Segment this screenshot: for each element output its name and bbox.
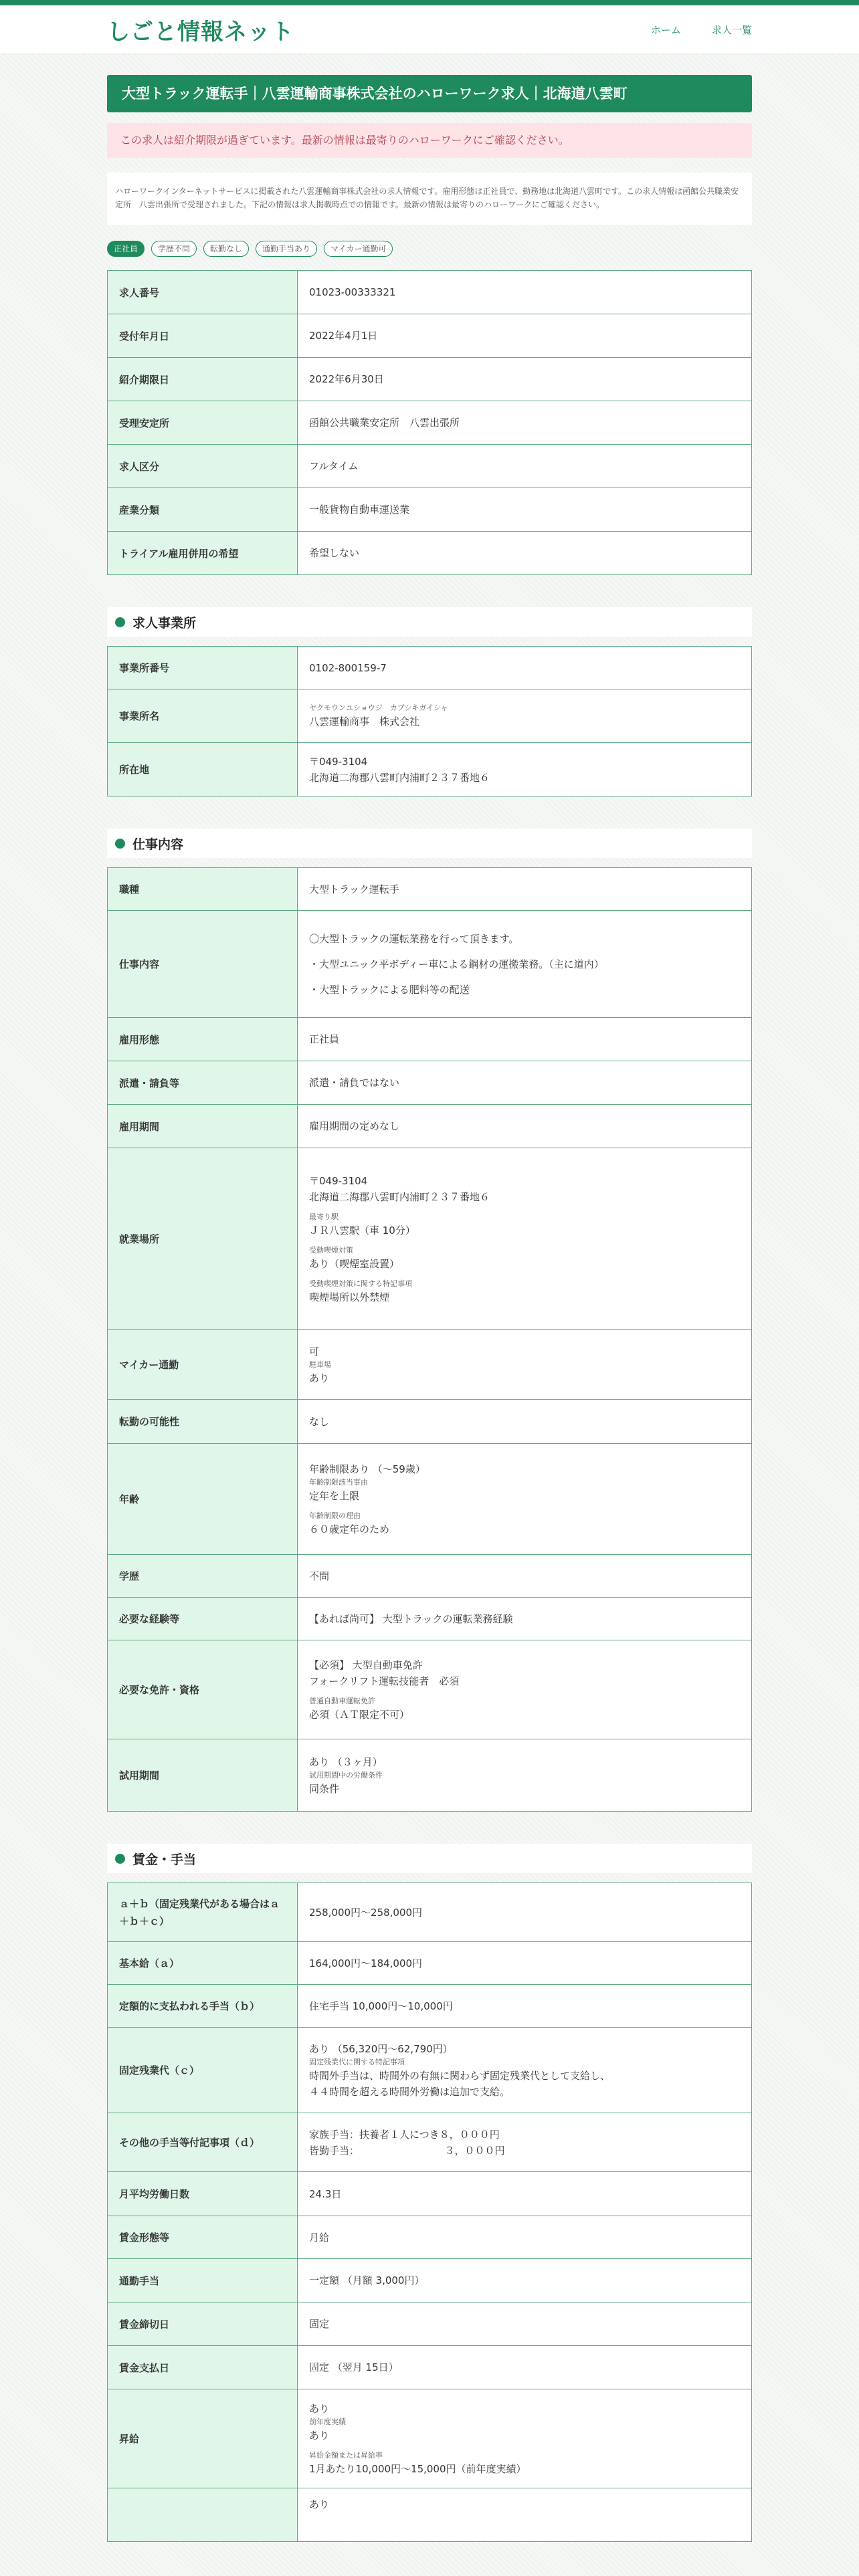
row-value: 164,000円〜184,000円 (298, 1942, 752, 1985)
table-row (108, 1148, 752, 1330)
sub-label: 試用期間中の労働条件 (309, 1770, 383, 1780)
row-label: 所在地 (108, 743, 298, 796)
trial-period: あり （３ヶ月） (309, 1755, 383, 1768)
row-value (298, 1330, 752, 1400)
sub-label: 固定残業代に関する特記事項 (309, 2057, 405, 2066)
row-value: 2022年4月1日 (298, 314, 752, 358)
raise: あり (309, 2402, 330, 2415)
table-row (108, 532, 752, 575)
row-label (108, 2488, 298, 2542)
table-row (108, 2028, 752, 2113)
table-row (108, 743, 752, 796)
row-value: 一定額 （月額 3,000円） (298, 2259, 752, 2302)
row-label: 職種 (108, 868, 298, 911)
row-value: 固定 (298, 2302, 752, 2346)
row-label: 事業所番号 (108, 647, 298, 689)
table-row (108, 2389, 752, 2488)
row-label: 受理安定所 (108, 401, 298, 445)
table-row (108, 358, 752, 401)
row-label: 事業所名 (108, 689, 298, 743)
nav-job-list-link[interactable]: 求人一覧 (711, 23, 752, 36)
age-reason: 定年を上限 (309, 1489, 360, 1502)
row-value: 派遣・請負ではない (298, 1061, 752, 1105)
row-value: なし (298, 1400, 752, 1444)
place-postal: 〒049-3104 (309, 1174, 368, 1187)
table-row (108, 2488, 752, 2542)
row-label: 賃金支払日 (108, 2346, 298, 2389)
row-value (298, 2028, 752, 2113)
tag-education: 学歴不問 (151, 241, 197, 257)
row-label: 転勤の可能性 (108, 1400, 298, 1444)
row-label: 求人区分 (108, 445, 298, 488)
office-address: 北海道二海郡八雲町内浦町２３７番地６ (309, 771, 490, 784)
expired-notice: この求人は紹介期限が過ぎています。最新の情報は最寄りのハローワークにご確認ください。 (107, 123, 752, 158)
table-row (108, 488, 752, 532)
row-value: 01023-00333321 (298, 271, 752, 314)
license-at: 必須（ＡＴ限定不可） (309, 1708, 410, 1721)
table-row (108, 1739, 752, 1812)
row-label: 基本給（ａ） (108, 1942, 298, 1985)
table-row (108, 1942, 752, 1985)
basic-info-table (107, 270, 752, 575)
row-value: 大型トラック運転手 (298, 868, 752, 911)
row-value: 住宅手当 10,000円〜10,000円 (298, 1985, 752, 2028)
section-heading-text: 賃金・手当 (132, 1852, 197, 1867)
row-value (298, 1148, 752, 1330)
table-row (108, 868, 752, 911)
table-row (108, 1640, 752, 1739)
tag-car-commute: マイカー通勤可 (324, 241, 393, 257)
sub-label: 最寄り駅 (309, 1212, 339, 1221)
row-label: 必要な経験等 (108, 1598, 298, 1640)
top-accent-bar (0, 0, 859, 5)
place-address: 北海道二海郡八雲町内浦町２３７番地６ (309, 1190, 490, 1203)
site-logo[interactable]: しごと情報ネット (107, 18, 294, 45)
bullet-icon (115, 1854, 125, 1864)
sub-label: 年齢制限該当事由 (309, 1477, 368, 1487)
section-heading-text: 求人事業所 (132, 615, 197, 631)
row-label: 雇用期間 (108, 1105, 298, 1148)
table-row (108, 271, 752, 314)
table-row (108, 1598, 752, 1640)
row-value (298, 1640, 752, 1739)
row-value: 258,000円〜258,000円 (298, 1883, 752, 1942)
row-label: マイカー通勤 (108, 1330, 298, 1400)
table-row (108, 1330, 752, 1400)
row-label: 派遣・請負等 (108, 1061, 298, 1105)
table-row (108, 2259, 752, 2302)
office-name: 八雲運輸商事 株式会社 (309, 715, 420, 728)
row-label: 定額的に支払われる手当（ｂ） (108, 1985, 298, 2028)
table-row (108, 1105, 752, 1148)
row-label: 産業分類 (108, 488, 298, 532)
table-row (108, 647, 752, 689)
row-value: 函館公共職業安定所 八雲出張所 (298, 401, 752, 445)
bullet-icon (115, 617, 125, 627)
row-label: 必要な免許・資格 (108, 1640, 298, 1739)
row-label: 年齢 (108, 1444, 298, 1555)
table-row (108, 445, 752, 488)
row-label: 求人番号 (108, 271, 298, 314)
content-line: ・大型ユニック平ボディー車による鋼材の運搬業務。（主に道内） (309, 958, 604, 970)
license: フォークリフト運転技能者 必須 (309, 1675, 460, 1687)
table-row (108, 689, 752, 743)
tag-no-transfer: 転勤なし (203, 241, 249, 257)
parking: あり (309, 1372, 330, 1384)
row-value (298, 689, 752, 743)
row-label: 賃金締切日 (108, 2302, 298, 2346)
row-label: トライアル雇用併用の希望 (108, 532, 298, 575)
table-row (108, 2172, 752, 2216)
age-why: ６０歳定年のため (309, 1523, 390, 1535)
content-line: ・大型トラックによる肥料等の配送 (309, 983, 470, 996)
tag-list (107, 241, 752, 258)
table-row (108, 2346, 752, 2389)
row-value: 固定 （翌月 15日） (298, 2346, 752, 2389)
row-value (298, 2113, 752, 2172)
sub-label: 前年度実績 (309, 2417, 346, 2426)
trial-condition: 同条件 (309, 1782, 340, 1795)
row-value: 0102-800159-7 (298, 647, 752, 689)
section-heading-wage (107, 1844, 752, 1873)
office-name-kana: ヤクモウンユショウジ カブシキガイシャ (309, 703, 448, 712)
overtime-pay: あり （56,320円〜62,790円） (309, 2042, 453, 2055)
row-label: 固定残業代（ｃ） (108, 2028, 298, 2113)
table-row (108, 1883, 752, 1942)
job-description-summary: ハローワークインターネットサービスに掲載された八雲運輸商事株式会社の求人情報です。雇用形態は正社員で、勤務地は北海道八雲町です。この求人情報は函館公共職業安定所 八雲出張所で受理されました。下記の情報は求人掲載時点での情報です。最新の情報は最寄りのハローワークにご確認ください。 (107, 173, 752, 225)
table-row (108, 911, 752, 1018)
overtime-note: ４４時間を超える時間外労働は追加で支給。 (309, 2085, 510, 2098)
row-label: 学歴 (108, 1555, 298, 1598)
row-value: 【あれば尚可】 大型トラックの運転業務経験 (298, 1598, 752, 1640)
sub-label: 駐車場 (309, 1360, 331, 1369)
sub-label: 昇給金額または昇給率 (309, 2450, 383, 2460)
sub-label: 年齢制限の理由 (309, 1511, 361, 1520)
row-label: ａ＋ｂ（固定残業代がある場合はａ＋ｂ＋ｃ） (108, 1883, 298, 1942)
bullet-icon (115, 839, 125, 849)
site-header (0, 5, 859, 53)
table-row (108, 1061, 752, 1105)
wage-table (107, 1883, 752, 2542)
nav-home-link[interactable]: ホーム (650, 23, 681, 36)
row-value (298, 2389, 752, 2488)
station: ＪＲ八雲駅（車 10分） (309, 1224, 415, 1237)
smoke-measure: あり（喫煙室設置） (309, 1257, 400, 1270)
row-value (298, 911, 752, 1018)
row-label: 就業場所 (108, 1148, 298, 1330)
row-label: 昇給 (108, 2389, 298, 2488)
allowance-line: 家族手当：扶養者１人につき８，０００円 (309, 2128, 500, 2141)
sub-label: 受動喫煙対策 (309, 1245, 353, 1255)
row-label: 紹介期限日 (108, 358, 298, 401)
main-nav (651, 23, 752, 37)
row-value: あり (298, 2488, 752, 2542)
raise-amount: 1月あたり10,000円〜15,000円（前年度実績） (309, 2462, 527, 2475)
smoke-note: 喫煙場所以外禁煙 (309, 1291, 390, 1303)
table-row (108, 1018, 752, 1061)
section-heading-text: 仕事内容 (132, 837, 184, 852)
table-row (108, 2302, 752, 2346)
tag-seishain: 正社員 (107, 241, 145, 257)
main-content (107, 53, 752, 2542)
row-label: 賃金形態等 (108, 2216, 298, 2259)
sub-label: 普通自動車運転免許 (309, 1696, 375, 1705)
row-label: 通勤手当 (108, 2259, 298, 2302)
row-label: 受付年月日 (108, 314, 298, 358)
car-commute: 可 (309, 1345, 320, 1358)
table-row (108, 1985, 752, 2028)
section-heading-job (107, 829, 752, 858)
table-row (108, 2113, 752, 2172)
license: 【必須】 大型自動車免許 (309, 1658, 423, 1671)
table-row (108, 1444, 752, 1555)
row-value (298, 743, 752, 796)
tag-commute-allowance: 通勤手当あり (256, 241, 317, 257)
postal-code: 〒049-3104 (309, 755, 368, 768)
table-row (108, 1555, 752, 1598)
row-value: 不問 (298, 1555, 752, 1598)
table-row (108, 314, 752, 358)
office-table (107, 646, 752, 796)
row-value: 雇用期間の定めなし (298, 1105, 752, 1148)
row-value: 希望しない (298, 532, 752, 575)
sub-label: 受動喫煙対策に関する特記事項 (309, 1279, 412, 1288)
table-row (108, 401, 752, 445)
row-value: 24.3日 (298, 2172, 752, 2216)
row-value: 2022年6月30日 (298, 358, 752, 401)
row-label: その他の手当等付記事項（ｄ） (108, 2113, 298, 2172)
row-label: 雇用形態 (108, 1018, 298, 1061)
row-value: 月給 (298, 2216, 752, 2259)
row-label: 仕事内容 (108, 911, 298, 1018)
row-value (298, 1739, 752, 1812)
allowance-line: 皆勤手当： ３，０００円 (309, 2144, 505, 2157)
row-label: 月平均労働日数 (108, 2172, 298, 2216)
page-title: 大型トラック運転手｜八雲運輸商事株式会社のハローワーク求人｜北海道八雲町 (107, 75, 752, 112)
raise-prev: あり (309, 2429, 330, 2442)
row-value (298, 1444, 752, 1555)
table-row (108, 1400, 752, 1444)
table-row (108, 2216, 752, 2259)
age-limit: 年齢制限あり （〜59歳） (309, 1463, 425, 1475)
job-table (107, 867, 752, 1812)
row-label: 試用期間 (108, 1739, 298, 1812)
section-heading-office (107, 607, 752, 637)
overtime-note: 時間外手当は、時間外の有無に関わらず固定残業代として支給し、 (309, 2069, 611, 2082)
row-value: フルタイム (298, 445, 752, 488)
row-value: 正社員 (298, 1018, 752, 1061)
content-line: 〇大型トラックの運転業務を行って頂きます。 (309, 932, 519, 945)
row-value: 一般貨物自動車運送業 (298, 488, 752, 532)
